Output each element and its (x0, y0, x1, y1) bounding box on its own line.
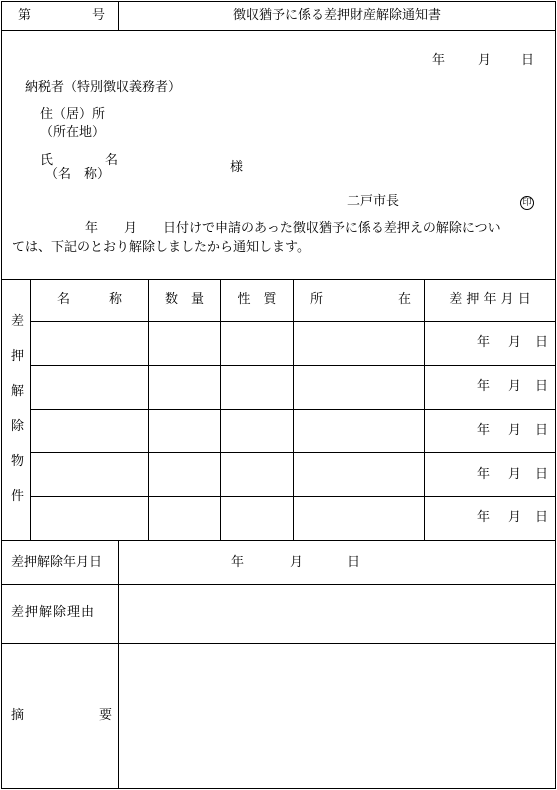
side-label-char-4: 除 (11, 419, 25, 434)
seal-icon: 印 (520, 196, 534, 210)
release-reason-bottom-line (1, 643, 556, 644)
date-month: 月 (478, 53, 492, 68)
row-date-year: 年 (477, 423, 491, 438)
release-reason-label: 差押解除理由 (11, 605, 96, 620)
side-label-char-6: 件 (11, 489, 25, 504)
name-label: 氏 名 (40, 153, 119, 168)
address-label: 住（居）所 (40, 107, 106, 122)
document-title: 徴収猶予に係る差押財産解除通知書 (232, 8, 441, 23)
release-date-month: 月 (290, 555, 304, 570)
header-nature: 性 質 (237, 292, 277, 307)
number-suffix: 号 (92, 8, 106, 23)
summary-label-b: 要 (99, 708, 113, 723)
notice-body-line1: 年 月 日付けで申請のあった徴収猶予に係る差押えの解除につい (85, 221, 501, 236)
row-date-year: 年 (477, 510, 491, 525)
row-date-year: 年 (477, 467, 491, 482)
row-date-month: 月 (508, 467, 522, 482)
date-year: 年 (432, 53, 446, 68)
release-label-divider (118, 540, 119, 788)
header-location-b: 在 (398, 292, 412, 307)
frame-bottom-line (1, 788, 556, 789)
release-reason-value[interactable] (124, 592, 549, 636)
row-date-day: 日 (535, 423, 549, 438)
header-seize-date: 差 押 年 月 日 (449, 292, 531, 307)
row-date-month: 月 (508, 510, 522, 525)
header-bottom-line (1, 30, 556, 31)
seal-mark (520, 194, 534, 210)
row-line-3 (30, 452, 556, 453)
header-location-a: 所 (310, 292, 324, 307)
side-label-char-3: 解 (11, 384, 25, 399)
side-label-char-5: 物 (11, 454, 25, 469)
frame-right-line (555, 1, 556, 788)
release-date-day: 日 (347, 555, 361, 570)
notice-bottom-line (1, 279, 556, 280)
row-date-day: 日 (535, 335, 549, 350)
row-date-day: 日 (535, 510, 549, 525)
row-date-day: 日 (535, 379, 549, 394)
row-date-month: 月 (508, 379, 522, 394)
side-label-char-1: 差 (11, 314, 25, 329)
side-label-char-2: 押 (11, 349, 25, 364)
release-date-year: 年 (231, 555, 245, 570)
taxpayer-label: 納税者（特別徴収義務者） (25, 80, 182, 95)
table-bottom-line (1, 540, 556, 541)
row-line-1 (30, 365, 556, 366)
frame-top-line (1, 1, 556, 2)
row-line-4 (30, 496, 556, 497)
notice-body-line2: ては、下記のとおり解除しましたから通知します。 (12, 240, 310, 255)
row-date-month: 月 (508, 335, 522, 350)
summary-label-a: 摘 (11, 708, 25, 723)
release-date-label: 差押解除年月日 (11, 555, 103, 570)
row-date-day: 日 (535, 467, 549, 482)
address-sub-label: （所在地） (40, 125, 106, 140)
issuer: 二戸市長 (347, 194, 400, 209)
header-name: 名 称 (56, 292, 122, 307)
header-quantity: 数 量 (164, 292, 204, 307)
frame-left-line (1, 1, 2, 788)
row-date-year: 年 (477, 379, 491, 394)
date-day: 日 (521, 53, 535, 68)
row-date-month: 月 (508, 423, 522, 438)
release-date-bottom-line (1, 584, 556, 585)
name-sub-label: （名 称） (45, 167, 111, 182)
honorific: 様 (230, 160, 244, 175)
row-date-year: 年 (477, 335, 491, 350)
number-prefix: 第 (18, 8, 32, 23)
summary-value[interactable] (124, 652, 549, 782)
table-header-line (30, 321, 556, 322)
row-line-2 (30, 409, 556, 410)
